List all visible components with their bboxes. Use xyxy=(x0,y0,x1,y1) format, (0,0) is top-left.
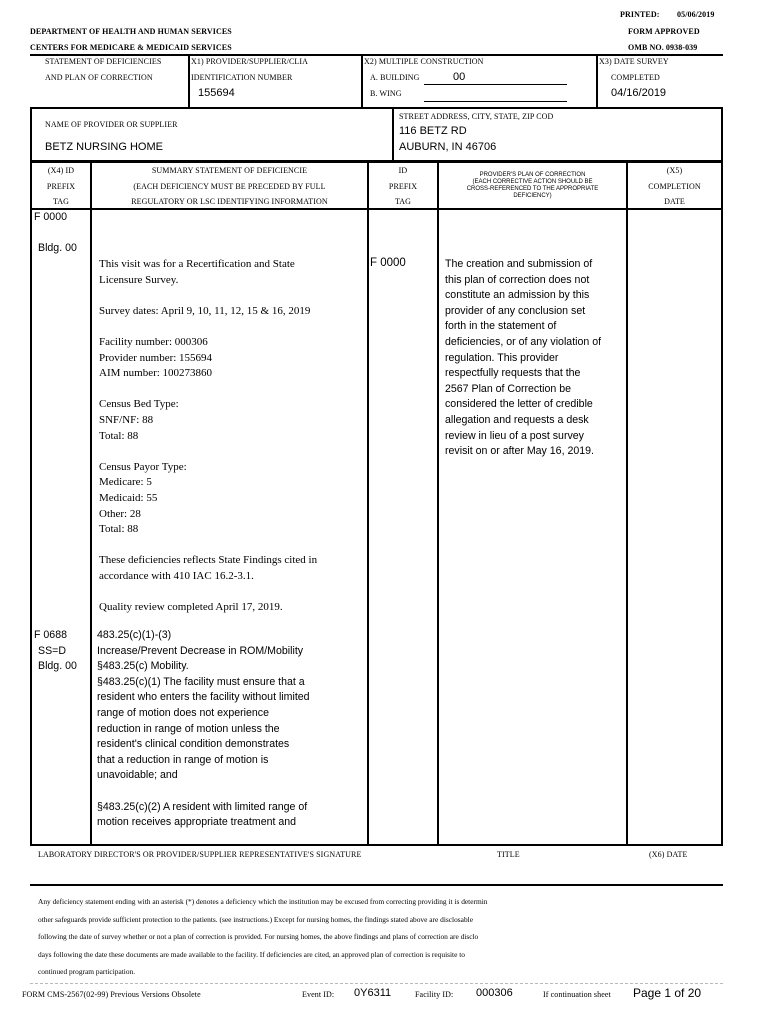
poc-line: provider of any conclusion set xyxy=(445,304,586,317)
visit-line2: Licensure Survey. xyxy=(99,273,179,286)
reg-line: §483.25(c) Mobility. xyxy=(97,660,189,673)
poc-line: this plan of correction does not xyxy=(445,273,590,286)
x1-label: X1) PROVIDER/SUPPLIER/CLIA xyxy=(191,57,309,66)
summary-line2: (EACH DEFICIENCY MUST BE PRECEDED BY FULL xyxy=(133,182,326,191)
aim-number: AIM number: 100273860 xyxy=(99,367,213,380)
x4-label: (X4) ID xyxy=(47,166,75,175)
tag-f0000: F 0000 xyxy=(34,211,67,223)
id-prefix: PREFIX xyxy=(388,182,418,191)
summary-text xyxy=(99,257,317,616)
census-payor: Census Payor Type: xyxy=(99,460,187,473)
building-label: A. BUILDING xyxy=(370,73,420,82)
snf-nf: SNF/NF: 88 xyxy=(99,413,154,426)
disclaimer-line: days following the date these documents are made available to the facility. If deficiencies are cited, an approved plan of correction is requisite to xyxy=(38,949,465,959)
page-number: Page 1 of 20 xyxy=(633,986,702,1000)
provider-name-value: BETZ NURSING HOME xyxy=(45,141,163,153)
disclaimer-line: Any deficiency statement ending with an asterisk (*) denotes a deficiency which the institution may be excused from correcting providing it is determin xyxy=(38,897,488,906)
omb-number: OMB NO. 0938-039 xyxy=(628,43,698,52)
event-id-label: Event ID: xyxy=(302,990,335,999)
statement-label: STATEMENT OF DEFICIENCIES xyxy=(45,57,162,66)
x3-label: X3) DATE SURVEY xyxy=(599,57,669,66)
survey-dates: Survey dates: April 9, 10, 11, 12, 15 & 16, 2019 xyxy=(99,304,311,317)
x6-date-label: (X6) DATE xyxy=(649,850,688,859)
survey-date-value: 04/16/2019 xyxy=(611,87,667,99)
poc-line: regulation. This provider xyxy=(445,351,559,364)
continuation-label: If continuation sheet xyxy=(543,990,611,999)
tag-f0688: F 0688 xyxy=(34,629,67,641)
summary-label: SUMMARY STATEMENT OF DEFICIENCIE xyxy=(151,166,308,175)
poc-line: considered the letter of credible xyxy=(445,398,593,411)
poc-line: The creation and submission of xyxy=(445,258,593,270)
facility-id-value: 000306 xyxy=(476,987,513,999)
plan-of-correction xyxy=(445,257,601,460)
x2-label: X2) MULTIPLE CONSTRUCTION xyxy=(364,57,484,66)
x5-label: (X5) xyxy=(666,166,683,175)
plan-label xyxy=(439,172,626,200)
bldg-label-1: Bldg. 00 xyxy=(38,242,77,254)
poc-line: 2567 Plan of Correction be xyxy=(445,382,572,395)
id-label: ID xyxy=(398,166,408,175)
scope-severity: SS=D xyxy=(38,644,66,657)
x4-tag: TAG xyxy=(52,197,70,206)
provider-number: Provider number: 155694 xyxy=(99,351,213,364)
facility-id-label: Facility ID: xyxy=(415,990,454,999)
census-bed: Census Bed Type: xyxy=(99,398,179,411)
disclaimer-line: other safeguards provide sufficient protection to the patients. (see instructions.) Except for nursing homes, the findings stated above are disclosable xyxy=(38,914,473,924)
reg-line: resident who enters the facility without limited xyxy=(97,691,310,704)
poc-line: respectfully requests that the xyxy=(445,367,581,380)
tag-f0688-block xyxy=(34,628,77,675)
total-payor: Total: 88 xyxy=(99,523,139,536)
reg-line: unavoidable; and xyxy=(97,769,178,782)
address-label: STREET ADDRESS, CITY, STATE, ZIP COD xyxy=(399,112,554,121)
poc-line: deficiencies, or of any violation of xyxy=(445,335,602,348)
dept-title: DEPARTMENT OF HEALTH AND HUMAN SERVICES xyxy=(30,27,232,36)
reg-line: Increase/Prevent Decrease in ROM/Mobility xyxy=(97,644,304,657)
reg-line: reduction in range of motion unless the xyxy=(97,722,280,735)
id-tag-f0000: F 0000 xyxy=(370,257,406,269)
plan-line1: PROVIDER'S PLAN OF CORRECTION xyxy=(479,172,586,178)
x4-prefix: PREFIX xyxy=(46,182,76,191)
reg-line: 483.25(c)(1)-(3) xyxy=(97,629,172,641)
address-line1: 116 BETZ RD xyxy=(399,125,467,137)
address-line2: AUBURN, IN 46706 xyxy=(399,141,497,153)
facility-number: Facility number: 000306 xyxy=(99,335,208,348)
reg-line: resident's clinical condition demonstrates xyxy=(97,738,290,751)
reg-line: range of motion does not experience xyxy=(97,706,269,719)
reg-line: that a reduction in range of motion is xyxy=(97,753,269,766)
poc-line: allegation and requests a desk xyxy=(445,413,589,426)
total-beds: Total: 88 xyxy=(99,429,139,442)
other: Other: 28 xyxy=(99,507,141,520)
title-label: TITLE xyxy=(497,850,520,859)
medicare: Medicare: 5 xyxy=(99,476,152,489)
plan-correction-label: AND PLAN OF CORRECTION xyxy=(45,73,153,82)
poc-line: revisit on or after May 16, 2019. xyxy=(445,445,594,458)
event-id-value: 0Y6311 xyxy=(354,987,392,999)
form-number: FORM CMS-2567(02-99) Previous Versions Obsolete xyxy=(22,990,201,999)
building-value: 00 xyxy=(453,71,466,83)
plan-line3: CROSS-REFERENCED TO THE APPROPRIATE xyxy=(466,186,599,192)
findings-line1: These deficiencies reflects State Findings cited in xyxy=(99,554,318,567)
visit-line1: This visit was for a Recertification and State xyxy=(99,258,295,270)
centers-title: CENTERS FOR MEDICARE & MEDICAID SERVICES xyxy=(30,43,232,52)
completed-label: COMPLETED xyxy=(611,73,660,82)
signature-label: LABORATORY DIRECTOR'S OR PROVIDER/SUPPLIER REPRESENTATIVE'S SIGNATURE xyxy=(38,850,362,859)
reg-line: §483.25(c)(2) A resident with limited range of xyxy=(97,800,308,813)
medicaid: Medicaid: 55 xyxy=(99,491,158,504)
x5-date: DATE xyxy=(664,197,685,206)
regulation-text xyxy=(97,628,310,831)
plan-line2: (EACH CORRECTIVE ACTION SHOULD BE xyxy=(472,179,593,185)
reg-line: motion receives appropriate treatment and xyxy=(97,816,297,829)
printed-date: 05/06/2019 xyxy=(677,10,715,19)
summary-line3: REGULATORY OR LSC IDENTIFYING INFORMATION xyxy=(131,197,328,206)
reg-line: §483.25(c)(1) The facility must ensure that a xyxy=(97,675,305,688)
x5-completion: COMPLETION xyxy=(648,182,701,191)
provider-number-value: 155694 xyxy=(198,87,235,99)
disclaimer-line: continued program participation. xyxy=(38,967,136,977)
poc-line: forth in the statement of xyxy=(445,320,557,333)
disclaimer-line: following the date of survey whether or not a plan of correction is provided. For nursing homes, the above findings and plans of correction are disclo xyxy=(38,932,479,942)
identification-label: IDENTIFICATION NUMBER xyxy=(191,73,293,82)
printed-label: PRINTED: xyxy=(620,10,660,19)
disclaimer xyxy=(38,893,487,981)
quality-review: Quality review completed April 17, 2019. xyxy=(99,601,283,614)
form-approved: FORM APPROVED xyxy=(628,27,700,36)
plan-line4: DEFICIENCY) xyxy=(513,193,552,199)
provider-name-label: NAME OF PROVIDER OR SUPPLIER xyxy=(45,120,178,129)
wing-label: B. WING xyxy=(370,89,402,98)
id-tag: TAG xyxy=(394,197,412,206)
poc-line: review in lieu of a post survey xyxy=(445,429,584,442)
poc-line: constitute an admission by this xyxy=(445,289,590,302)
findings-line2: accordance with 410 IAC 16.2-3.1. xyxy=(99,569,254,582)
bldg-label-2: Bldg. 00 xyxy=(38,660,77,673)
